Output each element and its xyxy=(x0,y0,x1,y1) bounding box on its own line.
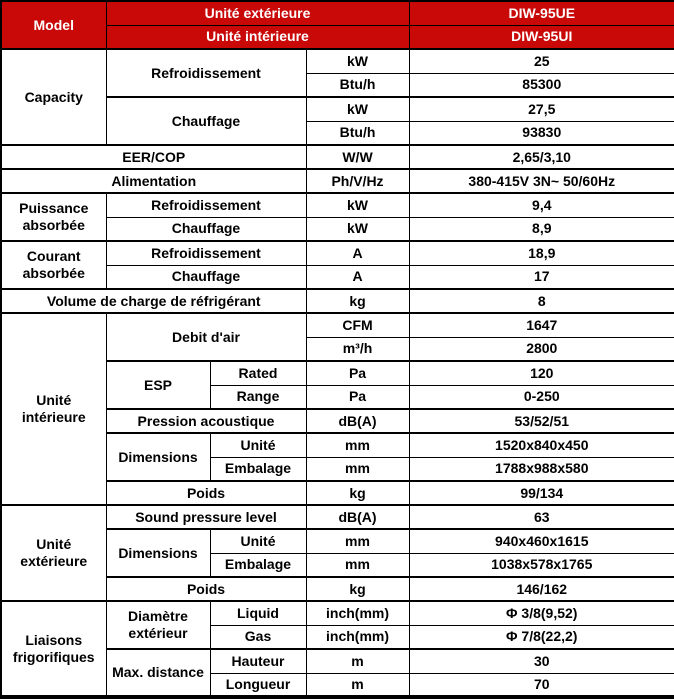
puissance-cooling-row xyxy=(1,193,674,217)
puissance-heating-value: 8,9 xyxy=(409,217,674,241)
outdoor-sound-label: Sound pressure level xyxy=(106,505,306,529)
capacity-section-label: Capacity xyxy=(1,49,106,145)
courant-cooling-row xyxy=(1,241,674,265)
indoor-weight-label: Poids xyxy=(106,481,306,505)
eer-cop-unit: W/W xyxy=(306,145,409,169)
piping-gas-label: Gas xyxy=(210,625,306,649)
courant-heating-label: Chauffage xyxy=(106,265,306,289)
courant-heating-unit: A xyxy=(306,265,409,289)
indoor-dimensions-unite-label: Unité xyxy=(210,433,306,457)
indoor-airflow-label: Debit d'air xyxy=(106,313,306,361)
outdoor-dimensions-unite-unit: mm xyxy=(306,529,409,553)
indoor-model-value: DIW-95UI xyxy=(409,25,674,49)
piping-liquid-value: Φ 3/8(9,52) xyxy=(409,601,674,625)
piping-gas-value: Φ 7/8(22,2) xyxy=(409,625,674,649)
puissance-heating-unit: kW xyxy=(306,217,409,241)
alimentation-label: Alimentation xyxy=(1,169,306,193)
eer-cop-label: EER/COP xyxy=(1,145,306,169)
capacity-cooling-kw-value: 25 xyxy=(409,49,674,73)
capacity-heating-kw-unit: kW xyxy=(306,97,409,121)
outdoor-dimensions-unite-value: 940x460x1615 xyxy=(409,529,674,553)
outdoor-sound-row xyxy=(1,505,674,529)
piping-height-value: 30 xyxy=(409,649,674,673)
courant-cooling-label: Refroidissement xyxy=(106,241,306,265)
indoor-esp-label: ESP xyxy=(106,361,210,409)
indoor-dimensions-unite-value: 1520x840x450 xyxy=(409,433,674,457)
refrigerant-value: 8 xyxy=(409,289,674,313)
indoor-esp-range-unit: Pa xyxy=(306,385,409,409)
alimentation-unit: Ph/V/Hz xyxy=(306,169,409,193)
outdoor-unit-header-label: Unité extérieure xyxy=(106,1,409,25)
capacity-heating-btu-unit: Btu/h xyxy=(306,121,409,145)
piping-height-unit: m xyxy=(306,649,409,673)
indoor-acoustic-label: Pression acoustique xyxy=(106,409,306,433)
piping-section-label: Liaisons frigorifiques xyxy=(1,601,106,697)
indoor-dimensions-unite-unit: mm xyxy=(306,433,409,457)
puissance-section-label: Puissance absorbée xyxy=(1,193,106,241)
capacity-heating-kw-value: 27,5 xyxy=(409,97,674,121)
indoor-airflow-m3h-unit: m³/h xyxy=(306,337,409,361)
piping-diameter-label: Diamètre extérieur xyxy=(106,601,210,649)
puissance-cooling-value: 9,4 xyxy=(409,193,674,217)
capacity-cooling-btu-unit: Btu/h xyxy=(306,73,409,97)
outdoor-weight-unit: kg xyxy=(306,577,409,601)
courant-section-label: Courant absorbée xyxy=(1,241,106,289)
indoor-esp-rated-label: Rated xyxy=(210,361,306,385)
outdoor-dimensions-unite-label: Unité xyxy=(210,529,306,553)
indoor-acoustic-value: 53/52/51 xyxy=(409,409,674,433)
header-row-outdoor xyxy=(1,1,674,25)
piping-gas-unit: inch(mm) xyxy=(306,625,409,649)
indoor-dimensions-label: Dimensions xyxy=(106,433,210,481)
outdoor-model-value: DIW-95UE xyxy=(409,1,674,25)
refrigerant-label: Volume de charge de réfrigérant xyxy=(1,289,306,313)
capacity-cooling-kw-unit: kW xyxy=(306,49,409,73)
outdoor-dimensions-label: Dimensions xyxy=(106,529,210,577)
capacity-cooling-kw-row xyxy=(1,49,674,73)
outdoor-dimensions-packing-unit: mm xyxy=(306,553,409,577)
outdoor-weight-value: 146/162 xyxy=(409,577,674,601)
indoor-acoustic-unit: dB(A) xyxy=(306,409,409,433)
alimentation-row xyxy=(1,169,674,193)
indoor-esp-rated-unit: Pa xyxy=(306,361,409,385)
piping-liquid-label: Liquid xyxy=(210,601,306,625)
indoor-esp-range-label: Range xyxy=(210,385,306,409)
indoor-esp-range-value: 0-250 xyxy=(409,385,674,409)
puissance-cooling-label: Refroidissement xyxy=(106,193,306,217)
piping-liquid-row xyxy=(1,601,674,625)
indoor-airflow-cfm-row xyxy=(1,313,674,337)
courant-cooling-value: 18,9 xyxy=(409,241,674,265)
indoor-dimensions-packing-value: 1788x988x580 xyxy=(409,457,674,481)
indoor-section-label: Unité intérieure xyxy=(1,313,106,505)
piping-maxdistance-label: Max. distance xyxy=(106,649,210,697)
piping-length-label: Longueur xyxy=(210,673,306,697)
outdoor-sound-value: 63 xyxy=(409,505,674,529)
outdoor-dimensions-packing-label: Embalage xyxy=(210,553,306,577)
courant-cooling-unit: A xyxy=(306,241,409,265)
refrigerant-unit: kg xyxy=(306,289,409,313)
piping-liquid-unit: inch(mm) xyxy=(306,601,409,625)
refrigerant-row xyxy=(1,289,674,313)
eer-cop-value: 2,65/3,10 xyxy=(409,145,674,169)
capacity-heating-label: Chauffage xyxy=(106,97,306,145)
alimentation-value: 380-415V 3N~ 50/60Hz xyxy=(409,169,674,193)
outdoor-weight-label: Poids xyxy=(106,577,306,601)
indoor-dimensions-packing-unit: mm xyxy=(306,457,409,481)
indoor-airflow-cfm-unit: CFM xyxy=(306,313,409,337)
piping-length-value: 70 xyxy=(409,673,674,697)
indoor-dimensions-packing-label: Embalage xyxy=(210,457,306,481)
puissance-cooling-unit: kW xyxy=(306,193,409,217)
indoor-weight-value: 99/134 xyxy=(409,481,674,505)
indoor-unit-header-label: Unité intérieure xyxy=(106,25,409,49)
piping-length-unit: m xyxy=(306,673,409,697)
outdoor-dimensions-packing-value: 1038x578x1765 xyxy=(409,553,674,577)
indoor-airflow-m3h-value: 2800 xyxy=(409,337,674,361)
capacity-cooling-label: Refroidissement xyxy=(106,49,306,97)
capacity-heating-btu-value: 93830 xyxy=(409,121,674,145)
puissance-heating-label: Chauffage xyxy=(106,217,306,241)
courant-heating-value: 17 xyxy=(409,265,674,289)
model-header-cell: Model xyxy=(1,1,106,49)
piping-height-label: Hauteur xyxy=(210,649,306,673)
indoor-esp-rated-value: 120 xyxy=(409,361,674,385)
capacity-cooling-btu-value: 85300 xyxy=(409,73,674,97)
outdoor-sound-unit: dB(A) xyxy=(306,505,409,529)
eer-cop-row xyxy=(1,145,674,169)
outdoor-section-label: Unité extérieure xyxy=(1,505,106,601)
indoor-weight-unit: kg xyxy=(306,481,409,505)
indoor-airflow-cfm-value: 1647 xyxy=(409,313,674,337)
